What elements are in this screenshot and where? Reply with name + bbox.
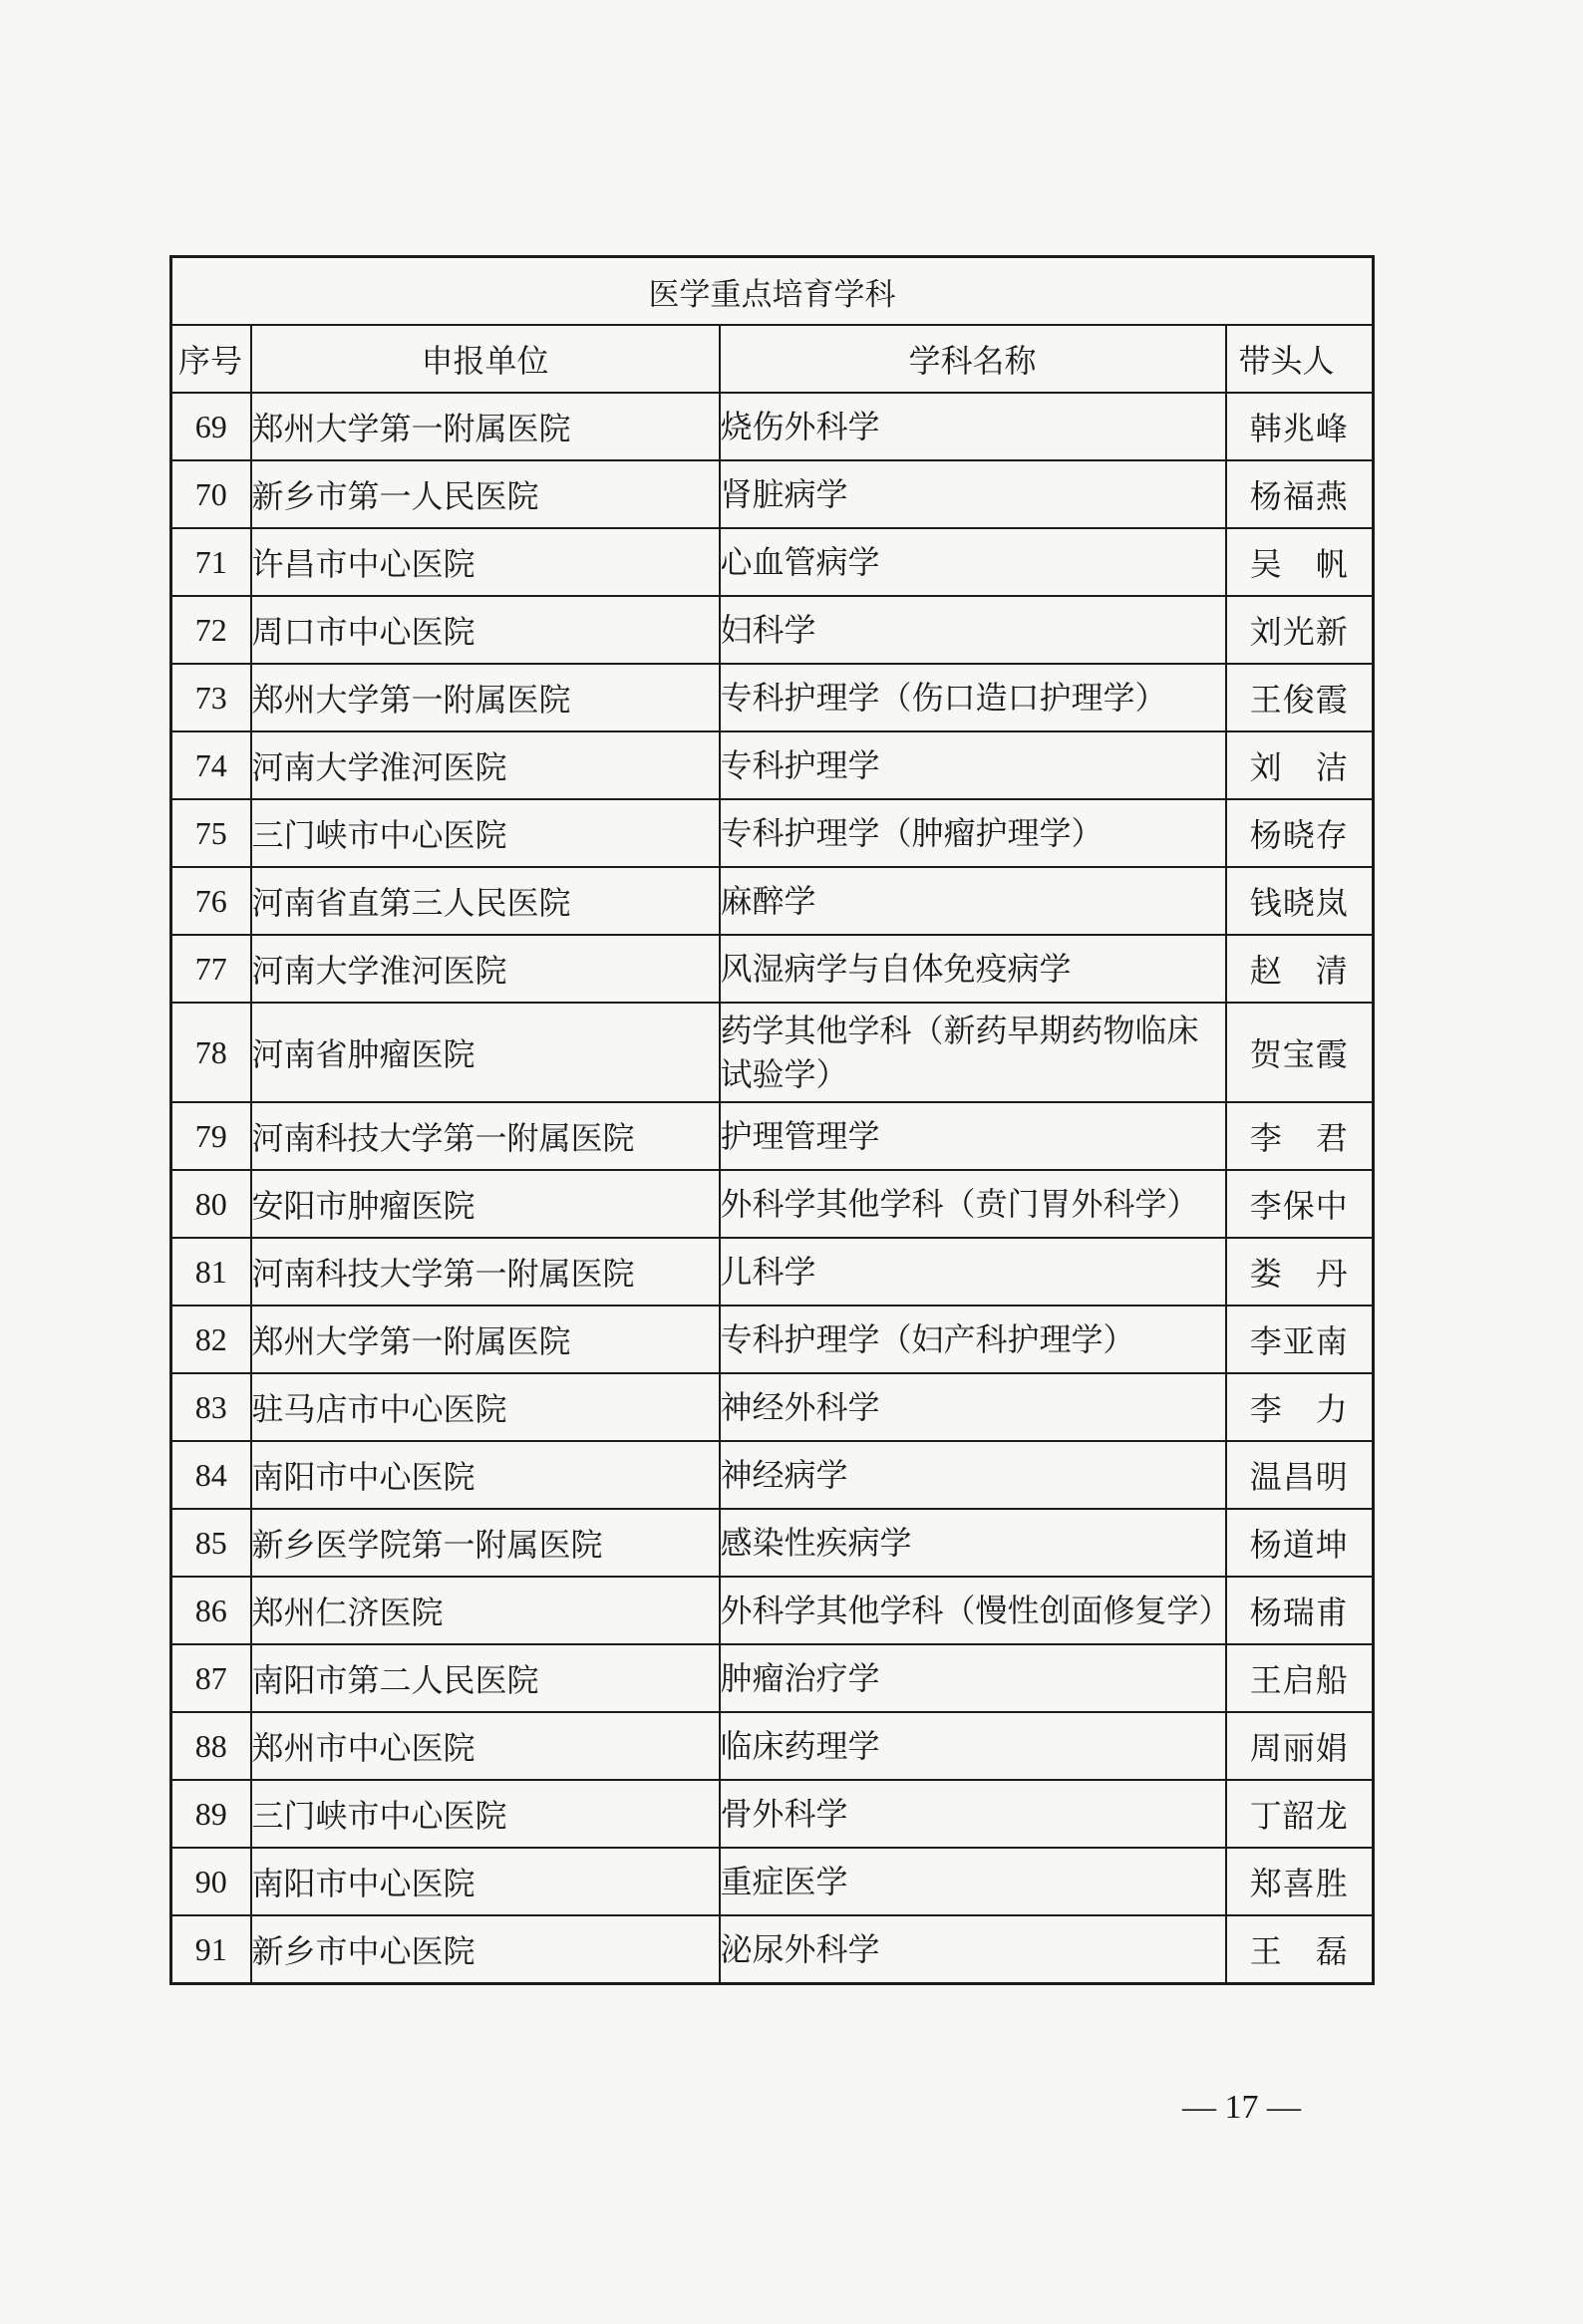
row-discipline-name: 临床药理学 xyxy=(720,1712,1226,1780)
row-unit: 河南大学淮河医院 xyxy=(251,731,720,799)
row-seq: 76 xyxy=(171,867,251,935)
row-leader: 王启船 xyxy=(1226,1644,1374,1712)
table-row xyxy=(171,1306,1374,1373)
table-row xyxy=(171,799,1374,867)
row-leader: 丁韶龙 xyxy=(1226,1780,1374,1848)
row-leader: 赵 清 xyxy=(1226,935,1374,1003)
row-unit: 新乡市中心医院 xyxy=(251,1915,720,1984)
row-leader: 温昌明 xyxy=(1226,1441,1374,1509)
row-discipline-name: 外科学其他学科（慢性创面修复学） xyxy=(720,1577,1226,1644)
row-discipline-name: 重症医学 xyxy=(720,1848,1226,1915)
table-row xyxy=(171,1441,1374,1509)
row-seq: 79 xyxy=(171,1102,251,1170)
table-row xyxy=(171,460,1374,528)
row-unit: 新乡医学院第一附属医院 xyxy=(251,1509,720,1577)
row-unit: 安阳市肿瘤医院 xyxy=(251,1170,720,1238)
row-seq: 70 xyxy=(171,460,251,528)
row-discipline-name: 麻醉学 xyxy=(720,867,1226,935)
row-seq: 75 xyxy=(171,799,251,867)
row-discipline-name: 骨外科学 xyxy=(720,1780,1226,1848)
row-discipline-name: 肾脏病学 xyxy=(720,460,1226,528)
row-discipline-name: 药学其他学科（新药早期药物临床试验学） xyxy=(720,1003,1226,1102)
row-unit: 郑州大学第一附属医院 xyxy=(251,664,720,731)
row-leader: 刘光新 xyxy=(1226,596,1374,664)
row-seq: 77 xyxy=(171,935,251,1003)
row-leader: 李保中 xyxy=(1226,1170,1374,1238)
row-seq: 72 xyxy=(171,596,251,664)
row-leader: 杨福燕 xyxy=(1226,460,1374,528)
row-unit: 三门峡市中心医院 xyxy=(251,799,720,867)
row-seq: 87 xyxy=(171,1644,251,1712)
row-leader: 郑喜胜 xyxy=(1226,1848,1374,1915)
row-unit: 郑州市中心医院 xyxy=(251,1712,720,1780)
header-unit: 申报单位 xyxy=(251,325,720,393)
row-seq: 78 xyxy=(171,1003,251,1102)
row-discipline-name: 护理管理学 xyxy=(720,1102,1226,1170)
row-discipline-name: 肿瘤治疗学 xyxy=(720,1644,1226,1712)
table-title: 医学重点培育学科 xyxy=(171,257,1374,326)
row-discipline-name: 专科护理学（妇产科护理学） xyxy=(720,1306,1226,1373)
row-discipline-name: 儿科学 xyxy=(720,1238,1226,1306)
header-leader: 带头人 xyxy=(1226,325,1374,393)
row-seq: 91 xyxy=(171,1915,251,1984)
row-leader: 钱晓岚 xyxy=(1226,867,1374,935)
row-discipline-name: 感染性疾病学 xyxy=(720,1509,1226,1577)
row-seq: 80 xyxy=(171,1170,251,1238)
row-discipline-name: 心血管病学 xyxy=(720,528,1226,596)
table-row xyxy=(171,867,1374,935)
row-unit: 南阳市中心医院 xyxy=(251,1441,720,1509)
row-leader: 杨道坤 xyxy=(1226,1509,1374,1577)
row-leader: 李亚南 xyxy=(1226,1306,1374,1373)
row-unit: 河南科技大学第一附属医院 xyxy=(251,1238,720,1306)
row-leader: 杨瑞甫 xyxy=(1226,1577,1374,1644)
table-row xyxy=(171,1780,1374,1848)
table-row xyxy=(171,528,1374,596)
row-discipline-name: 风湿病学与自体免疫病学 xyxy=(720,935,1226,1003)
row-leader: 韩兆峰 xyxy=(1226,393,1374,460)
header-seq: 序号 xyxy=(171,325,251,393)
row-discipline-name: 专科护理学（肿瘤护理学） xyxy=(720,799,1226,867)
row-leader: 刘 洁 xyxy=(1226,731,1374,799)
row-seq: 81 xyxy=(171,1238,251,1306)
row-seq: 71 xyxy=(171,528,251,596)
row-unit: 河南科技大学第一附属医院 xyxy=(251,1102,720,1170)
table-row xyxy=(171,596,1374,664)
table-row xyxy=(171,731,1374,799)
row-seq: 74 xyxy=(171,731,251,799)
row-unit: 郑州仁济医院 xyxy=(251,1577,720,1644)
discipline-table xyxy=(169,255,1375,1985)
row-seq: 73 xyxy=(171,664,251,731)
row-unit: 郑州大学第一附属医院 xyxy=(251,1306,720,1373)
row-discipline-name: 神经外科学 xyxy=(720,1373,1226,1441)
row-leader: 李 君 xyxy=(1226,1102,1374,1170)
table-row xyxy=(171,1644,1374,1712)
row-leader: 吴 帆 xyxy=(1226,528,1374,596)
row-unit: 河南大学淮河医院 xyxy=(251,935,720,1003)
row-seq: 85 xyxy=(171,1509,251,1577)
row-discipline-name: 外科学其他学科（贲门胃外科学） xyxy=(720,1170,1226,1238)
table-row xyxy=(171,1915,1374,1984)
row-seq: 90 xyxy=(171,1848,251,1915)
table-row xyxy=(171,1848,1374,1915)
row-seq: 69 xyxy=(171,393,251,460)
row-seq: 84 xyxy=(171,1441,251,1509)
table-row xyxy=(171,935,1374,1003)
row-leader: 王俊霞 xyxy=(1226,664,1374,731)
row-unit: 河南省直第三人民医院 xyxy=(251,867,720,935)
table-row xyxy=(171,1238,1374,1306)
table-row xyxy=(171,664,1374,731)
table-row xyxy=(171,393,1374,460)
table-row xyxy=(171,1577,1374,1644)
table-row xyxy=(171,1373,1374,1441)
row-seq: 89 xyxy=(171,1780,251,1848)
row-unit: 许昌市中心医院 xyxy=(251,528,720,596)
header-discipline-name: 学科名称 xyxy=(720,325,1226,393)
row-unit: 三门峡市中心医院 xyxy=(251,1780,720,1848)
row-unit: 驻马店市中心医院 xyxy=(251,1373,720,1441)
table-row xyxy=(171,1003,1374,1102)
row-leader: 贺宝霞 xyxy=(1226,1003,1374,1102)
row-unit: 南阳市第二人民医院 xyxy=(251,1644,720,1712)
row-seq: 88 xyxy=(171,1712,251,1780)
row-discipline-name: 神经病学 xyxy=(720,1441,1226,1509)
row-discipline-name: 妇科学 xyxy=(720,596,1226,664)
row-seq: 83 xyxy=(171,1373,251,1441)
row-leader: 王 磊 xyxy=(1226,1915,1374,1984)
row-discipline-name: 烧伤外科学 xyxy=(720,393,1226,460)
row-leader: 李 力 xyxy=(1226,1373,1374,1441)
row-seq: 86 xyxy=(171,1577,251,1644)
row-unit: 郑州大学第一附属医院 xyxy=(251,393,720,460)
row-unit: 南阳市中心医院 xyxy=(251,1848,720,1915)
row-seq: 82 xyxy=(171,1306,251,1373)
table-row xyxy=(171,1509,1374,1577)
row-leader: 周丽娟 xyxy=(1226,1712,1374,1780)
table-row xyxy=(171,1102,1374,1170)
row-unit: 周口市中心医院 xyxy=(251,596,720,664)
table-row xyxy=(171,1170,1374,1238)
row-unit: 新乡市第一人民医院 xyxy=(251,460,720,528)
row-unit: 河南省肿瘤医院 xyxy=(251,1003,720,1102)
row-discipline-name: 专科护理学 xyxy=(720,731,1226,799)
row-discipline-name: 专科护理学（伤口造口护理学） xyxy=(720,664,1226,731)
row-leader: 娄 丹 xyxy=(1226,1238,1374,1306)
row-discipline-name: 泌尿外科学 xyxy=(720,1915,1226,1984)
row-leader: 杨晓存 xyxy=(1226,799,1374,867)
table-row xyxy=(171,1712,1374,1780)
page-number: — 17 — xyxy=(1182,2089,1301,2126)
